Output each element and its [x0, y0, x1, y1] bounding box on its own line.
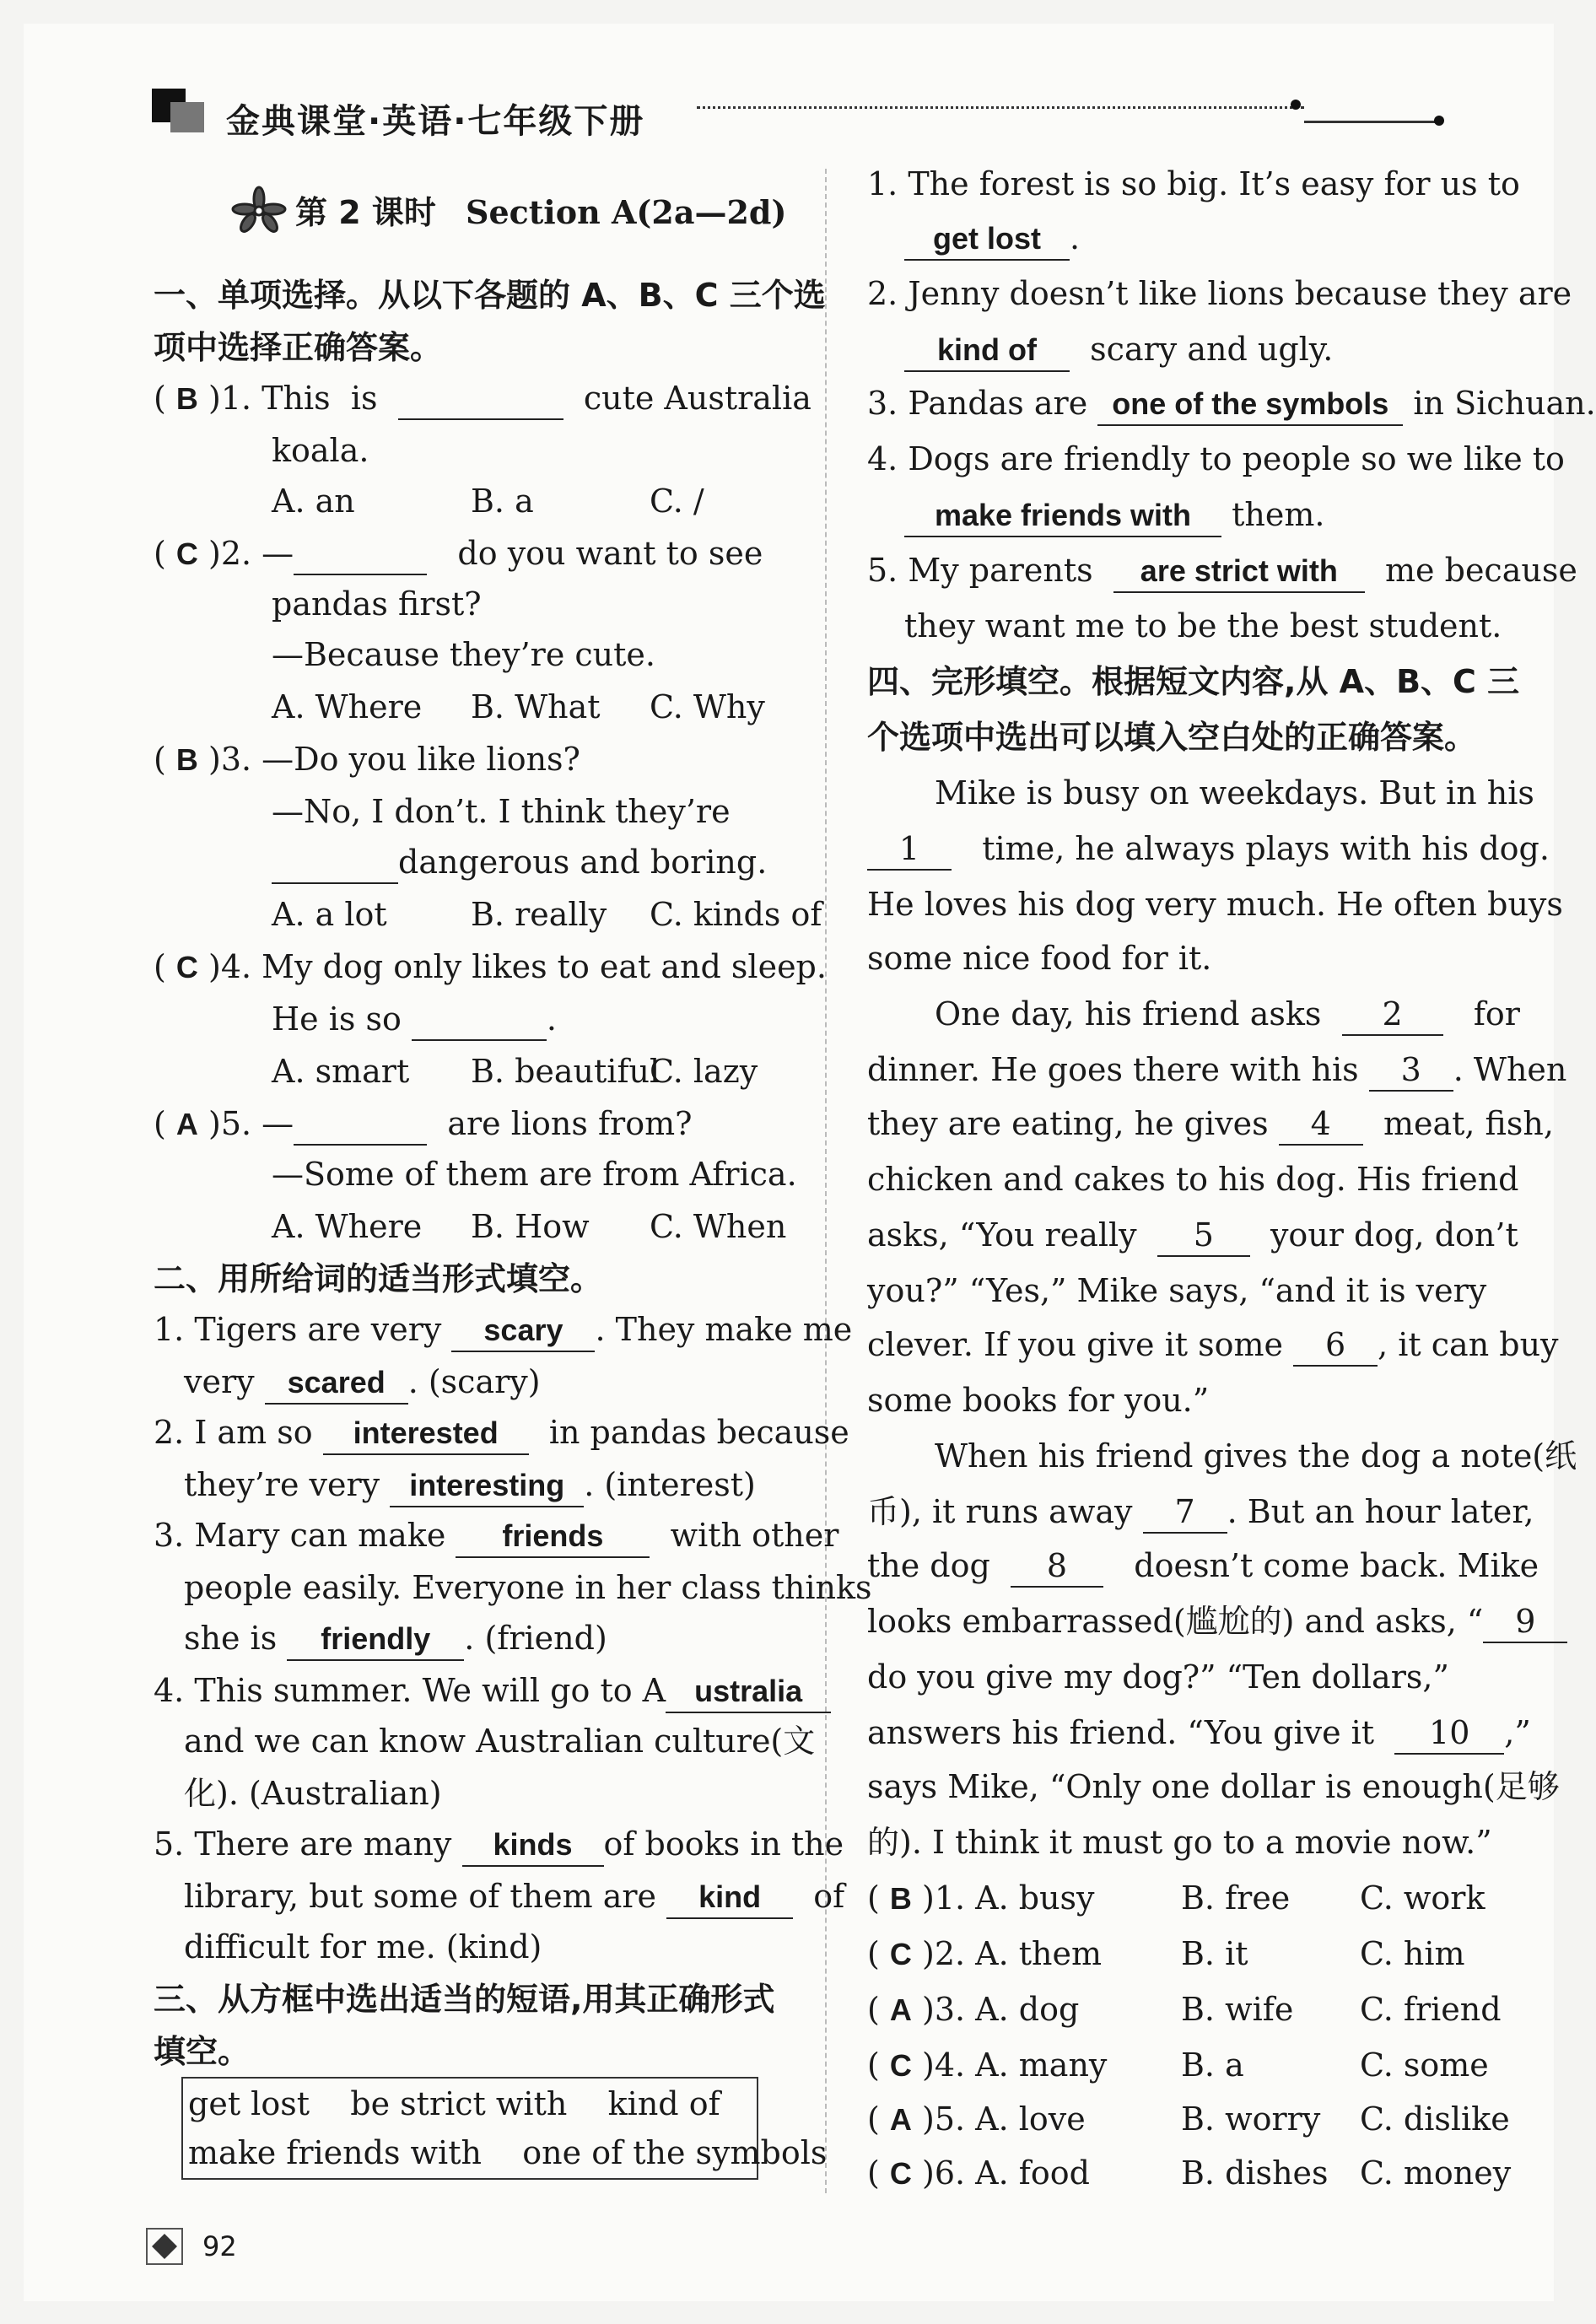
cloze-line20: 的). I think it must go to a movie now.” [867, 1824, 1492, 1861]
q2-answer[interactable]: C [175, 537, 198, 571]
q3-line3: dangerous and boring. [272, 837, 767, 887]
p2-answer-2[interactable]: scared [265, 1362, 408, 1405]
phrase-box [181, 2077, 828, 2180]
p3-answer-4[interactable]: make friends with [904, 495, 1221, 537]
p3-answer-5[interactable]: are strict with [1113, 551, 1365, 593]
q5-answer[interactable]: A [175, 1107, 198, 1141]
header-rule-dot [1291, 100, 1301, 110]
q4-opt-a[interactable]: A. smart [272, 1053, 410, 1090]
cloze-choice-2-c[interactable]: C. him [1360, 1935, 1465, 1972]
q1-line1: ( B )1. This is cute Australia [154, 373, 811, 424]
p3-s5-line2: they want me to be the best student. [904, 607, 1502, 644]
page-number: 92 [202, 2230, 237, 2262]
q3-line2: —No, I don’t. I think they’re [272, 793, 731, 830]
p2-answer-4[interactable]: interesting [390, 1465, 584, 1507]
p3-s5-line1: 5. My parents are strict with me because [867, 545, 1577, 596]
p3-answer-2[interactable]: kind of [904, 330, 1070, 372]
q5-line1: ( A )5. — are lions from? [154, 1098, 692, 1150]
cloze-line16: looks embarrassed(尴尬的) and asks, “ 9 [867, 1596, 1567, 1647]
cloze-line13: When his friend gives the dog a note(纸 [935, 1437, 1577, 1475]
part4-heading-2: 个选项中选出可以填入空白处的正确答案。 [867, 719, 1477, 756]
q3-opt-c[interactable]: C. kinds of [650, 896, 822, 933]
cloze-answer-5[interactable]: A [889, 2102, 912, 2137]
p2-answer-1[interactable]: scary [451, 1310, 595, 1352]
p2-line8: 4. This summer. We will go to A ustralia [154, 1665, 831, 1716]
p2-answer-3[interactable]: interested [323, 1413, 529, 1455]
flower-icon [229, 184, 288, 243]
phrase-box-row2: make friends with one of the symbols [188, 2134, 828, 2171]
part4-heading-1: 四、完形填空。根据短文内容,从 A、B、C 三 [867, 663, 1520, 700]
p2-line1: 1. Tigers are very scary . They make me [154, 1304, 852, 1355]
cloze-line10: you?” “Yes,” Mike says, “and it is very [867, 1272, 1487, 1309]
q2-blank[interactable] [294, 533, 427, 575]
cloze-line5: One day, his friend asks 2 for [935, 989, 1520, 1039]
cloze-line12: some books for you.” [867, 1382, 1210, 1419]
q1-answer[interactable]: B [175, 381, 198, 416]
cloze-blank-6[interactable]: 6 [1293, 1324, 1378, 1367]
p2-answer-7[interactable]: friendly [287, 1619, 464, 1661]
cloze-blank-5[interactable]: 5 [1157, 1215, 1250, 1257]
p3-s3-line1: 3. Pandas are one of the symbols in Sichuan. [867, 378, 1596, 429]
q1-blank[interactable] [398, 378, 563, 420]
cloze-line4: some nice food for it. [867, 940, 1212, 977]
p2-line13: difficult for me. (kind) [184, 1928, 542, 1965]
q3-opt-a[interactable]: A. a lot [272, 896, 387, 933]
header-rule-dot-2 [1434, 116, 1444, 126]
cloze-answer-6[interactable]: C [889, 2156, 912, 2191]
p2-line11: 5. There are many kinds of books in the [154, 1819, 844, 1869]
cloze-line15: the dog 8 doesn’t come back. Mike [867, 1540, 1539, 1591]
p2-line3: 2. I am so interested in pandas because [154, 1407, 849, 1458]
cloze-line17: do you give my dog?” “Ten dollars,” [867, 1658, 1449, 1696]
p2-answer-12[interactable]: kind [666, 1877, 793, 1919]
cloze-choice-6-c[interactable]: C. money [1360, 2154, 1512, 2192]
cloze-blank-2[interactable]: 2 [1342, 994, 1443, 1036]
cloze-blank-7[interactable]: 7 [1143, 1491, 1227, 1534]
cloze-blank-3[interactable]: 3 [1369, 1049, 1453, 1092]
q3-answer[interactable]: B [175, 742, 198, 777]
cloze-answer-2[interactable]: C [889, 1937, 912, 1971]
q4-opt-c[interactable]: C. lazy [650, 1053, 758, 1090]
cloze-choice-3: ( A )3. A. dog [867, 1991, 1080, 2028]
cloze-choice-2-b[interactable]: B. it [1181, 1935, 1248, 1972]
cloze-blank-10[interactable]: 10 [1394, 1712, 1504, 1755]
header-logo-block [152, 89, 211, 132]
cloze-choice-5-c[interactable]: C. dislike [1360, 2100, 1510, 2138]
p2-line9: and we can know Australian culture(文 [184, 1723, 816, 1760]
p2-line4: they’re very interesting . (interest) [184, 1459, 756, 1510]
p2-answer-11[interactable]: kinds [462, 1825, 604, 1867]
lesson-section: Section A(2a—2d) [466, 193, 787, 231]
p2-line5: 3. Mary can make friends with other [154, 1510, 838, 1561]
cloze-choice-4-b[interactable]: B. a [1181, 2046, 1244, 2084]
lesson-number: 第 2 课时 [295, 194, 436, 231]
p3-answer-3[interactable]: one of the symbols [1097, 384, 1403, 426]
header-book-title: 金典课堂·英语·七年级下册 [226, 102, 645, 141]
p3-s1-line1: 1. The forest is so big. It’s easy for us to [867, 165, 1520, 202]
q2-line3: —Because they’re cute. [272, 636, 655, 673]
cloze-choice-4: ( C )4. A. many [867, 2046, 1108, 2084]
cloze-choice-5: ( A )5. A. love [867, 2100, 1086, 2138]
q4-line2: He is so . [272, 994, 557, 1044]
p2-line7: she is friendly . (friend) [184, 1613, 607, 1663]
q2-opt-a[interactable]: A. Where [272, 688, 423, 725]
part3-heading-1: 三、从方框中选出适当的短语,用其正确形式 [154, 1981, 775, 2018]
q2-opt-b[interactable]: B. What [471, 688, 601, 725]
cloze-line6: dinner. He goes there with his 3 . When [867, 1044, 1566, 1095]
q4-answer[interactable]: C [175, 950, 198, 984]
page-diamond-icon [145, 2227, 184, 2266]
cloze-choice-1-c[interactable]: C. work [1360, 1879, 1485, 1917]
cloze-line19: says Mike, “Only one dollar is enough(足够 [867, 1768, 1560, 1805]
q4-blank[interactable] [412, 999, 547, 1041]
p2-line6: people easily. Everyone in her class thinks [184, 1569, 872, 1606]
q4-opt-b[interactable]: B. beautiful [471, 1053, 661, 1090]
cloze-line1: Mike is busy on weekdays. But in his [935, 774, 1534, 812]
cloze-answer-4[interactable]: C [889, 2048, 912, 2083]
cloze-line8: chicken and cakes to his dog. His friend [867, 1161, 1519, 1198]
cloze-answer-3[interactable]: A [889, 1992, 912, 2027]
q5-opt-c[interactable]: C. When [650, 1208, 787, 1245]
cloze-choice-1: ( B )1. A. busy [867, 1879, 1095, 1917]
p2-line12: library, but some of them are kind of [184, 1871, 844, 1922]
q1-line2: koala. [272, 432, 369, 469]
q1-opt-b[interactable]: B. a [471, 483, 534, 520]
header-rule-2 [1304, 121, 1439, 123]
q1-opt-a[interactable]: A. an [272, 483, 355, 520]
header-rule [697, 106, 1304, 109]
q3-line1: ( B )3. —Do you like lions? [154, 741, 580, 778]
cloze-choice-2: ( C )2. A. them [867, 1935, 1103, 1972]
cloze-choice-6: ( C )6. A. food [867, 2154, 1090, 2192]
cloze-choice-1-b[interactable]: B. free [1181, 1879, 1291, 1917]
cloze-answer-1[interactable]: B [889, 1881, 912, 1916]
cloze-choice-6-b[interactable]: B. dishes [1181, 2154, 1329, 2192]
p3-s4-line1: 4. Dogs are friendly to people so we like to [867, 440, 1565, 477]
part2-heading: 二、用所给词的适当形式填空。 [154, 1260, 603, 1297]
part1-heading-1: 一、单项选择。从以下各题的 A、B、C 三个选 [154, 277, 826, 314]
p2-line2: very scared . (scary) [184, 1356, 541, 1407]
cloze-blank-8[interactable]: 8 [1011, 1545, 1103, 1588]
q3-opt-b[interactable]: B. really [471, 896, 607, 933]
q3-blank[interactable] [272, 842, 398, 884]
cloze-choice-3-b[interactable]: B. wife [1181, 1991, 1294, 2028]
cloze-line2: 1 time, he always plays with his dog. [867, 823, 1550, 874]
cloze-line14: 币), it runs away 7 . But an hour later, [867, 1486, 1534, 1537]
p2-answer-8[interactable]: ustralia [666, 1671, 831, 1713]
part3-heading-2: 填空。 [154, 2033, 251, 2070]
q5-opt-b[interactable]: B. How [471, 1208, 590, 1245]
p3-s2-line1: 2. Jenny doesn’t like lions because they are [867, 275, 1572, 312]
p2-answer-5[interactable]: friends [456, 1516, 650, 1558]
cloze-line3: He loves his dog very much. He often buys [867, 886, 1563, 923]
q4-line1: ( C )4. My dog only likes to eat and sleep. [154, 948, 827, 985]
p2-line10: 化). (Australian) [184, 1775, 442, 1812]
cloze-choice-4-c[interactable]: C. some [1360, 2046, 1489, 2084]
q2-line2: pandas first? [272, 585, 482, 623]
q5-opt-a[interactable]: A. Where [272, 1208, 423, 1245]
cloze-choice-5-b[interactable]: B. worry [1181, 2100, 1321, 2138]
q5-blank[interactable] [294, 1103, 427, 1146]
q1-opt-c[interactable]: C. / [650, 483, 704, 520]
cloze-choice-3-c[interactable]: C. friend [1360, 1991, 1502, 2028]
p3-s1-line2: get lost . [904, 213, 1080, 263]
cloze-blank-9[interactable]: 9 [1483, 1601, 1567, 1643]
p3-answer-1[interactable]: get lost [904, 218, 1070, 261]
q5-line2: —Some of them are from Africa. [272, 1156, 797, 1193]
cloze-line18: answers his friend. “You give it 10 ,” [867, 1707, 1531, 1758]
cloze-blank-1[interactable]: 1 [867, 828, 952, 871]
p3-s2-line2: kind of scary and ugly. [904, 324, 1333, 375]
cloze-line7: they are eating, he gives 4 meat, fish, [867, 1098, 1554, 1149]
p3-s4-line2: make friends with them. [904, 489, 1324, 540]
cloze-line9: asks, “You really 5 your dog, don’t [867, 1210, 1518, 1260]
q2-line1: ( C )2. — do you want to see [154, 528, 763, 580]
phrase-box-row1: get lost be strict with kind of [188, 2085, 720, 2122]
cloze-blank-4[interactable]: 4 [1279, 1103, 1363, 1146]
cloze-line11: clever. If you give it some 6 , it can buy [867, 1319, 1559, 1370]
q2-opt-c[interactable]: C. Why [650, 688, 765, 725]
part1-heading-2: 项中选择正确答案。 [154, 329, 443, 366]
